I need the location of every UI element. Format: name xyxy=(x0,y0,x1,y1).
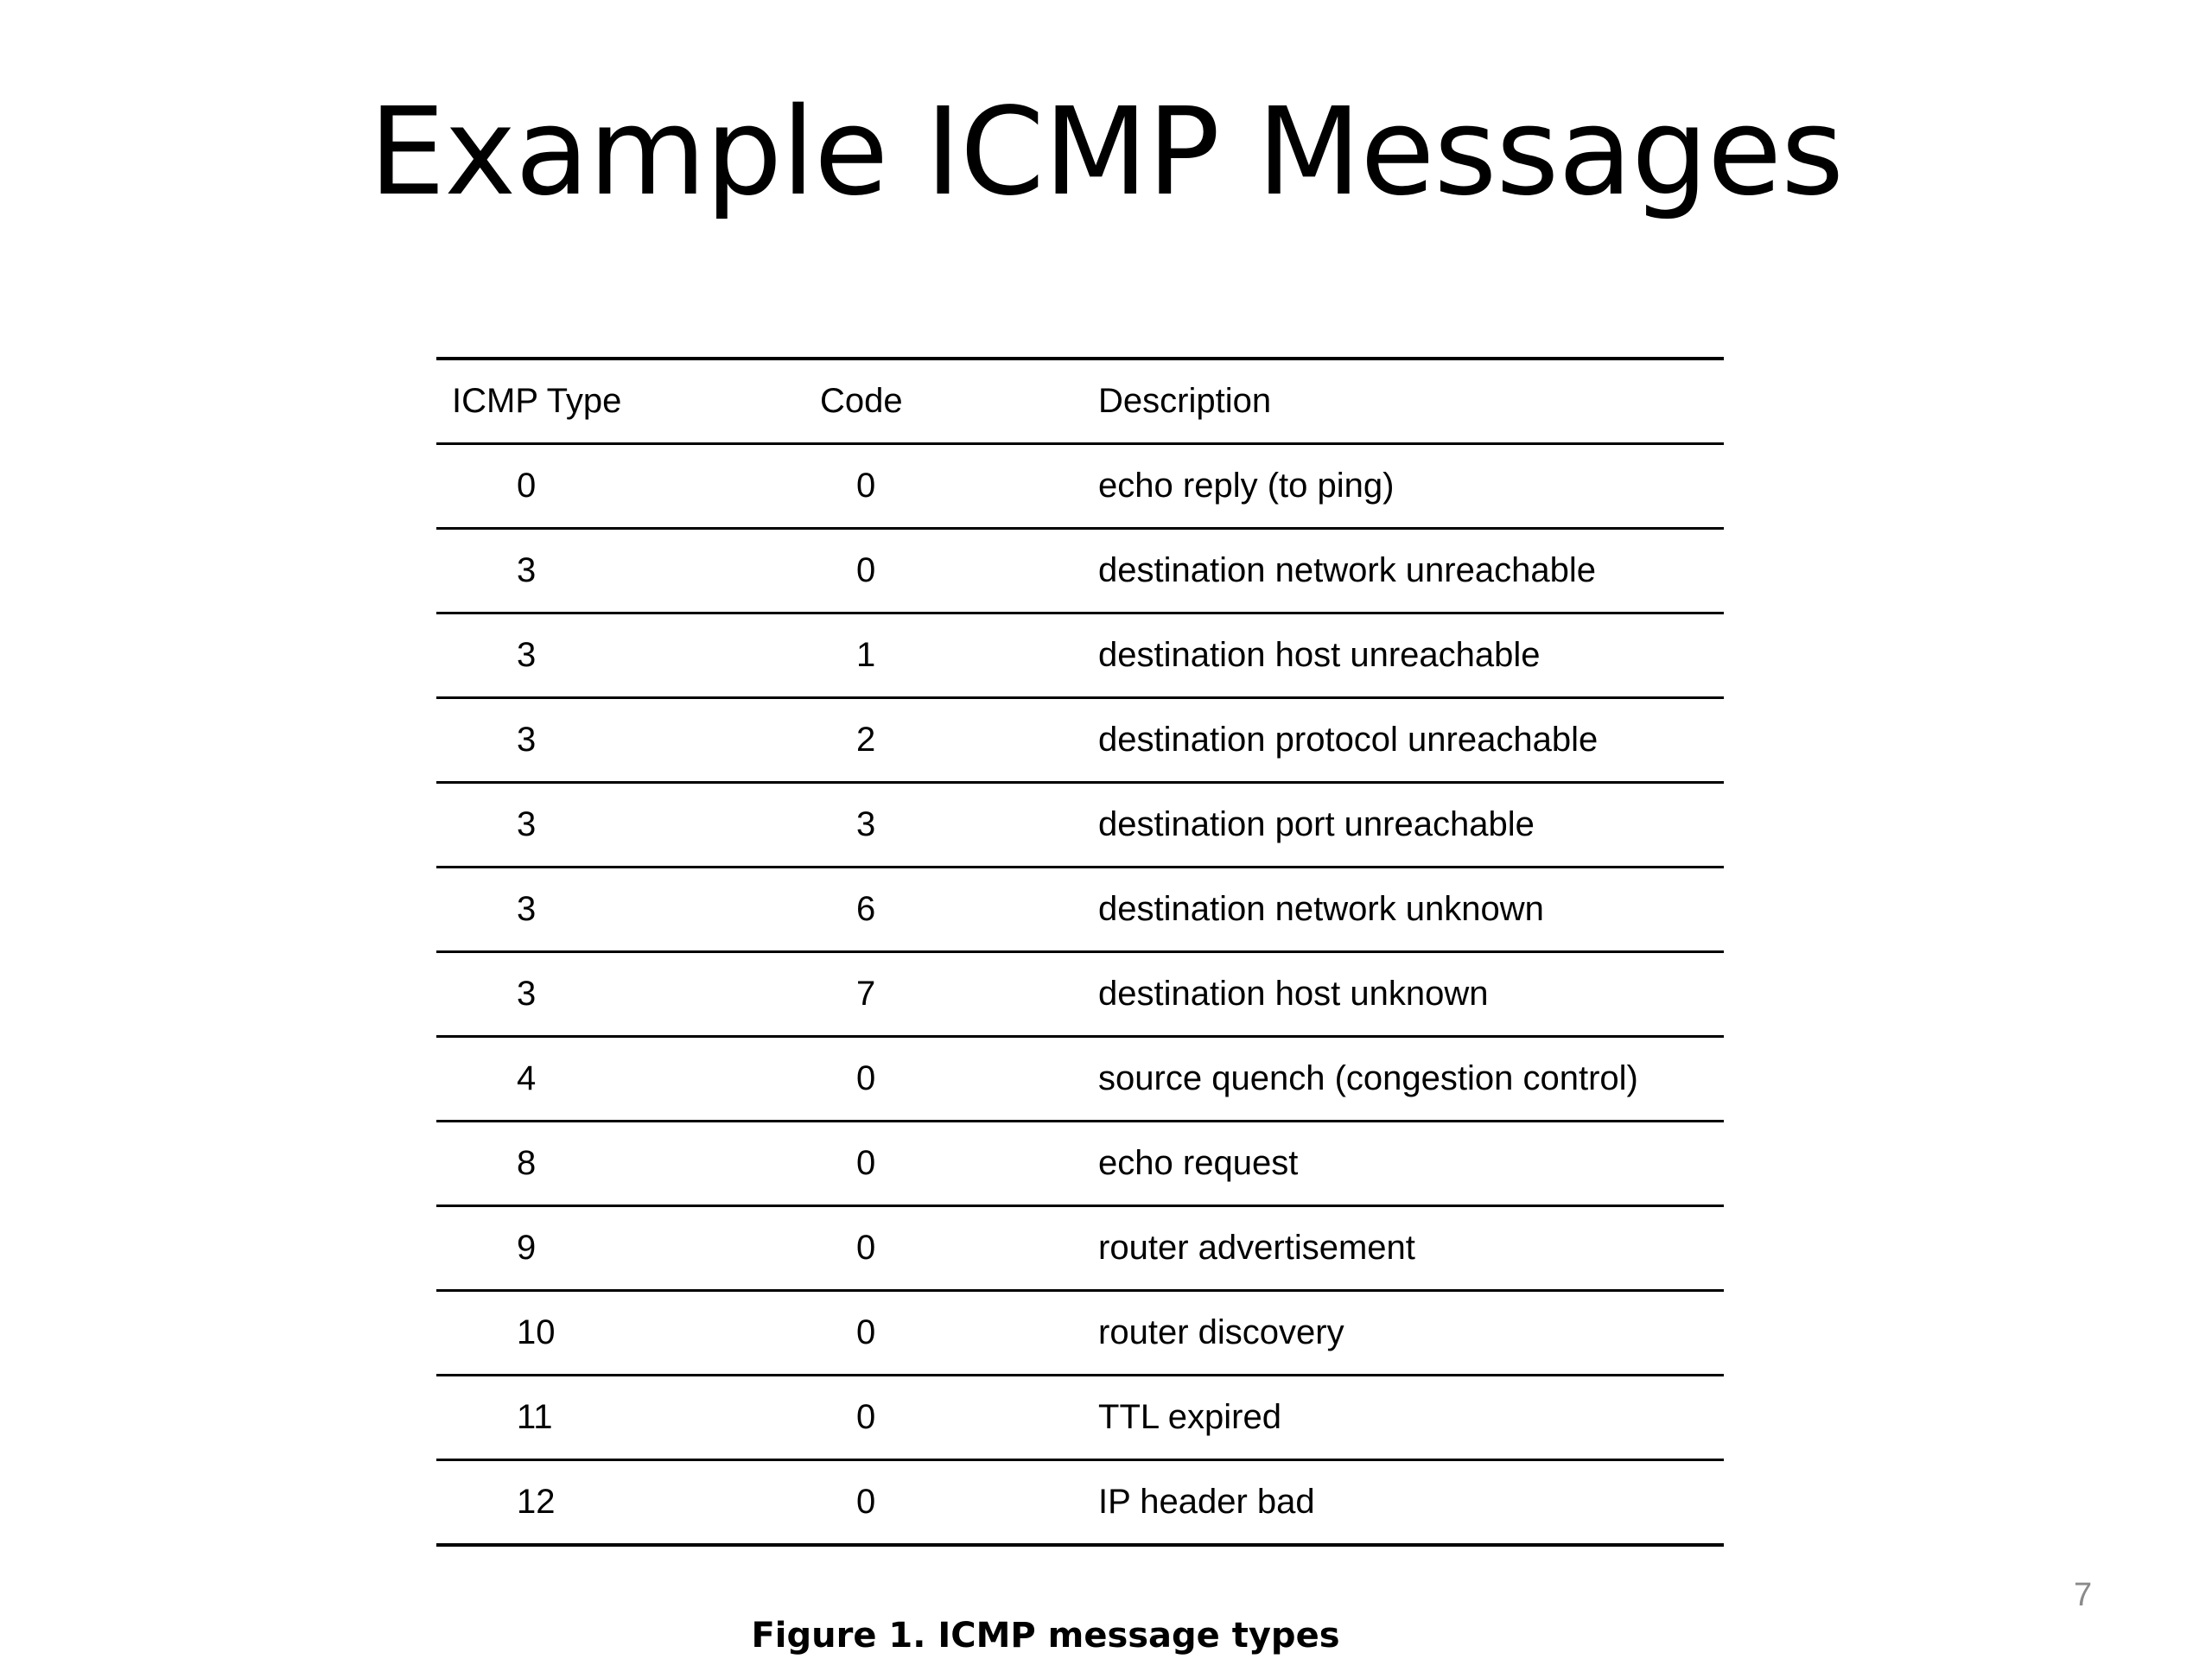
cell-icmp-type: 3 xyxy=(436,613,820,698)
table-row xyxy=(436,613,1724,698)
cell-icmp-type: 3 xyxy=(436,952,820,1037)
cell-code: 0 xyxy=(820,1206,1085,1291)
table-row xyxy=(436,1037,1724,1122)
header-icmp-type: ICMP Type xyxy=(436,359,820,444)
cell-code: 0 xyxy=(820,1376,1085,1460)
cell-icmp-type: 9 xyxy=(436,1206,820,1291)
cell-icmp-type: 10 xyxy=(436,1291,820,1376)
cell-code: 0 xyxy=(820,529,1085,613)
cell-description: IP header bad xyxy=(1085,1460,1724,1546)
header-description: Description xyxy=(1085,359,1724,444)
cell-description: destination network unknown xyxy=(1085,868,1724,952)
figure-caption: Figure 1. ICMP message types xyxy=(751,1616,1340,1656)
table-row xyxy=(436,1376,1724,1460)
cell-icmp-type: 3 xyxy=(436,529,820,613)
cell-description: destination host unknown xyxy=(1085,952,1724,1037)
cell-description: echo request xyxy=(1085,1122,1724,1206)
cell-icmp-type: 8 xyxy=(436,1122,820,1206)
slide-title: Example ICMP Messages xyxy=(368,82,1844,223)
cell-description: destination host unreachable xyxy=(1085,613,1724,698)
cell-description: router advertisement xyxy=(1085,1206,1724,1291)
cell-description: echo reply (to ping) xyxy=(1085,444,1724,529)
cell-description: source quench (congestion control) xyxy=(1085,1037,1724,1122)
icmp-message-table xyxy=(436,357,1724,1547)
table-row xyxy=(436,529,1724,613)
table-row xyxy=(436,1460,1724,1546)
cell-description: TTL expired xyxy=(1085,1376,1724,1460)
cell-code: 3 xyxy=(820,783,1085,868)
table-row xyxy=(436,1291,1724,1376)
table-row xyxy=(436,1206,1724,1291)
cell-icmp-type: 11 xyxy=(436,1376,820,1460)
cell-icmp-type: 12 xyxy=(436,1460,820,1546)
table-row xyxy=(436,952,1724,1037)
table-row xyxy=(436,444,1724,529)
cell-code: 0 xyxy=(820,1291,1085,1376)
table-row xyxy=(436,868,1724,952)
cell-code: 1 xyxy=(820,613,1085,698)
cell-icmp-type: 3 xyxy=(436,698,820,783)
header-code: Code xyxy=(820,359,1085,444)
table-header-row xyxy=(436,359,1724,444)
table-row xyxy=(436,698,1724,783)
cell-description: destination port unreachable xyxy=(1085,783,1724,868)
cell-icmp-type: 3 xyxy=(436,783,820,868)
table-row xyxy=(436,1122,1724,1206)
cell-description: destination protocol unreachable xyxy=(1085,698,1724,783)
cell-code: 2 xyxy=(820,698,1085,783)
cell-icmp-type: 0 xyxy=(436,444,820,529)
table-row xyxy=(436,783,1724,868)
table-body xyxy=(436,444,1724,1546)
page-number: 7 xyxy=(2074,1577,2093,1613)
cell-code: 6 xyxy=(820,868,1085,952)
cell-code: 0 xyxy=(820,1122,1085,1206)
cell-code: 7 xyxy=(820,952,1085,1037)
cell-icmp-type: 4 xyxy=(436,1037,820,1122)
cell-description: router discovery xyxy=(1085,1291,1724,1376)
cell-code: 0 xyxy=(820,444,1085,529)
cell-code: 0 xyxy=(820,1037,1085,1122)
cell-description: destination network unreachable xyxy=(1085,529,1724,613)
cell-icmp-type: 3 xyxy=(436,868,820,952)
cell-code: 0 xyxy=(820,1460,1085,1546)
